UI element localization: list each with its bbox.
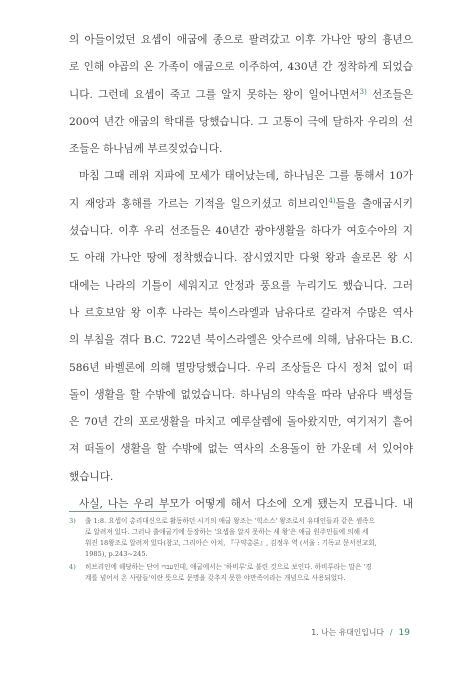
- body-line: 했습니다.: [69, 470, 114, 483]
- page-number: 19: [398, 628, 410, 638]
- body-line: 셨습니다. 이후 우리 선조들은 40년간 광야생활을 하다가 여호수아의 지: [69, 225, 413, 238]
- body-line: 조들은 하나님께 부르짖었습니다.: [69, 143, 223, 156]
- page-footer: [311, 627, 410, 638]
- footnote-line: 1985), p.243~245.: [85, 550, 148, 558]
- footnote-reference: 4): [328, 196, 336, 205]
- body-line: 도 아래 가나안 땅에 정착했습니다. 잠시였지만 다윗 왕과 솔로몬 왕 시: [69, 252, 413, 265]
- footnote-line: 출 1:8. 요셉이 총리대신으로 활동하던 시기의 애굽 왕조는 '힉소스' 왕조로서 유대인들과 같은 셈족으: [85, 517, 375, 525]
- footnote-line: 로 알려져 있다. 그러나 출애굽기에 등장하는 '요셉을 알지 못하는 새 왕'은 애굽 원주민들에 의해 세: [85, 528, 369, 536]
- footnote: [69, 562, 413, 584]
- footnote-line: 히브리인에 해당하는 단어 עברי인데, 애굽에서는 '하비루'로 불린 것으로 보인다. 하비루라는 말은 '경: [85, 563, 372, 571]
- body-line: 로 인해 야곱의 온 가족이 애굽으로 이주하여, 430년 간 정착하게 되었습: [69, 61, 413, 74]
- body-line: 니다. 그런데 요셉이 죽고 그를 알지 못하는 왕이 일어나면서$^{3)}$ 선조들은: [69, 87, 413, 101]
- body-line: 의 부침을 겪다 B.C. 722년 북이스라엘은 앗수르에 의해, 남유다는 B.C.: [69, 334, 413, 347]
- footer-separator: /: [389, 628, 393, 637]
- footnote: [69, 516, 413, 560]
- footnotes: [69, 516, 413, 586]
- body-line: 져 떠돌이 생활을 할 수밖에 없는 역사의 소용돌이 한 가운데 서 있어야: [69, 443, 413, 456]
- footnote-number: 3): [69, 517, 76, 525]
- body-line: 586년 바벨론에 의해 멸망당했습니다. 우리 조상들은 다시 정처 없이 떠: [69, 361, 413, 374]
- body-line: 의 아들이었던 요셉이 애굽에 종으로 팔려갔고 이후 가나안 땅의 흉년으: [69, 34, 413, 46]
- footnote-number: 4): [69, 563, 76, 571]
- body-line: 돌이 생활을 할 수밖에 없었습니다. 하나님의 약속을 따라 남유다 백성들: [69, 388, 413, 401]
- body-line: 지 재앙과 홍해를 가르는 기적을 일으키셨고 히브리인$^{4)}$들을 출애굽시키: [69, 196, 413, 210]
- body-line: 마침 그때 레위 지파에 모세가 태어났는데, 하나님은 그를 통해서 10가: [79, 170, 413, 183]
- body-line: 200여 년간 애굽의 학대를 당했습니다. 그 고통이 극에 달하자 우리의 선: [69, 115, 413, 128]
- body-line: 나 르호보암 왕 이후 나라는 북이스라엘과 남유다로 갈라져 수많은 역사: [69, 306, 413, 319]
- footnote-line: 워진 18왕조로 알려져 있다(참고, 그리아슨 아치, 『구약총론』, 김정우 역 (서울 : 기독교 문서선교회,: [85, 539, 377, 547]
- footnote-reference: 3): [359, 87, 367, 96]
- running-header-chapter: 1. 나는 유대인입니다: [311, 628, 384, 637]
- body-line: 대에는 나라의 기틀이 세워지고 안정과 풍요를 누리기도 했습니다. 그러: [69, 279, 413, 292]
- body-text: [69, 27, 413, 518]
- body-line: 은 70년 간의 포로생활을 마치고 예루살렘에 돌아왔지만, 여기저기 흩어: [69, 416, 413, 429]
- footnote-line: 계를 넘어서 온 사람들'이란 뜻으로 문명을 갖추지 못한 야만족이라는 개념으로 사용되었다.: [85, 574, 346, 582]
- body-line: 사실, 나는 우리 부모가 어떻게 해서 다소에 오게 됐는지 모릅니다. 내: [79, 498, 413, 511]
- footnote-divider: [69, 511, 167, 512]
